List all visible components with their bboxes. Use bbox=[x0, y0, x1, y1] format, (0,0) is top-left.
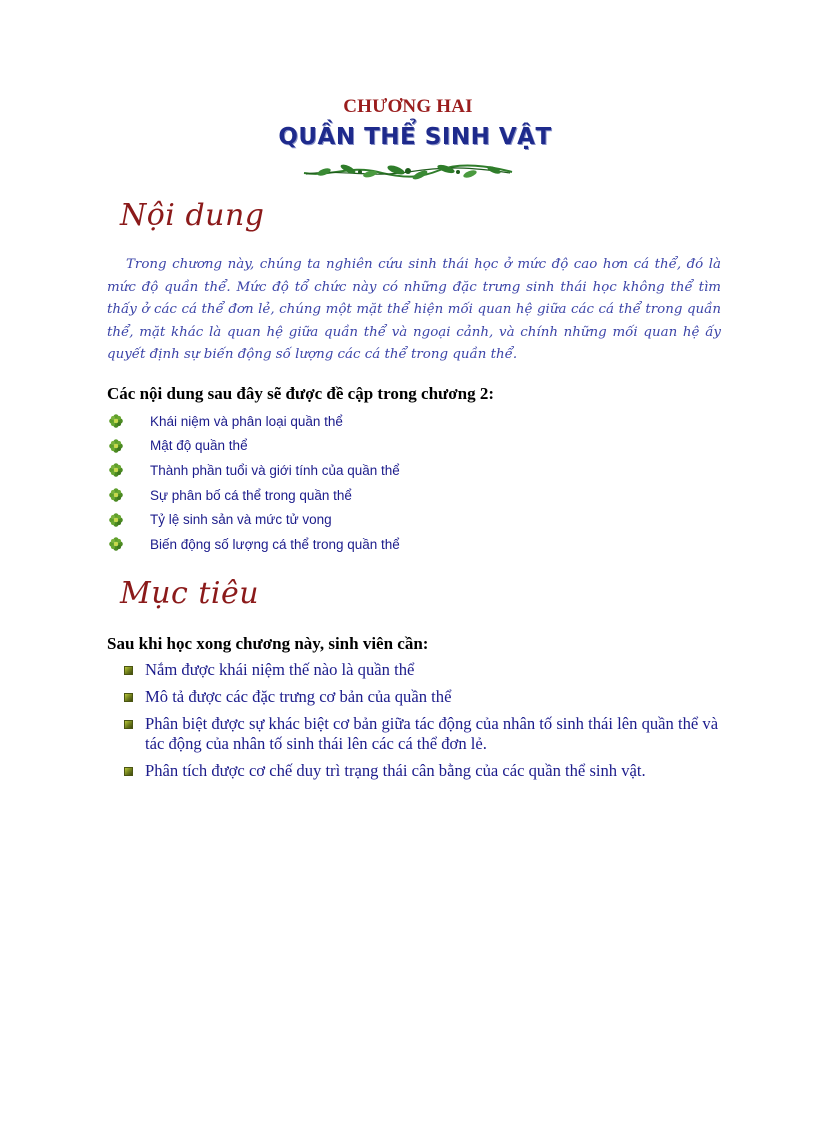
list-item bbox=[124, 761, 724, 781]
content-section-heading: Nội dung bbox=[120, 198, 265, 233]
content-list-heading: Các nội dung sau đây sẽ được đề cập trong chương 2: bbox=[107, 384, 494, 403]
square-bullet-icon bbox=[124, 720, 133, 729]
list-item-text: Phân tích được cơ chế duy trì trạng thái cân bằng của các quần thể sinh vật. bbox=[145, 761, 646, 780]
flower-bullet-icon bbox=[109, 537, 123, 551]
list-item bbox=[109, 507, 400, 532]
list-item-text: Biến động số lượng cá thể trong quần thể bbox=[150, 536, 400, 552]
list-item bbox=[124, 714, 724, 754]
list-item-text: Mật độ quần thể bbox=[150, 438, 248, 454]
list-item-text: Phân biệt được sự khác biệt cơ bản giữa tác động của nhân tố sinh thái lên quần thể và tác động của nhân tố sinh thái lên các cá thể đơn lẻ. bbox=[145, 714, 719, 753]
vine-ornament-icon bbox=[300, 160, 516, 182]
list-item-text: Tỷ lệ sinh sản và mức tử vong bbox=[150, 512, 332, 528]
objectives-list-heading: Sau khi học xong chương này, sinh viên cần: bbox=[107, 634, 429, 653]
list-item bbox=[109, 483, 400, 508]
flower-bullet-icon bbox=[109, 463, 123, 477]
list-item bbox=[109, 434, 400, 459]
list-item-text: Khái niệm và phân loại quần thể bbox=[150, 413, 343, 429]
list-item bbox=[124, 687, 724, 707]
flower-bullet-icon bbox=[109, 488, 123, 502]
flower-bullet-icon bbox=[109, 439, 123, 453]
flower-bullet-icon bbox=[109, 513, 123, 527]
flower-bullet-icon bbox=[109, 414, 123, 428]
chapter-title: QUẦN THỂ SINH VẬT bbox=[278, 124, 552, 150]
objectives-section-heading: Mục tiêu bbox=[120, 576, 260, 611]
square-bullet-icon bbox=[124, 666, 133, 675]
square-bullet-icon bbox=[124, 693, 133, 702]
list-item bbox=[124, 660, 724, 680]
content-list bbox=[109, 409, 400, 557]
list-item bbox=[109, 532, 400, 557]
square-bullet-icon bbox=[124, 767, 133, 776]
list-item-text: Mô tả được các đặc trưng cơ bản của quần thể bbox=[145, 687, 452, 706]
intro-paragraph: Trong chương này, chúng ta nghiên cứu sinh thái học ở mức độ cao hơn cá thể, đó là mức độ quần thể. Mức độ tổ chức này có những đặc trưng sinh thái học không thể tìm thấy ở các cá thể đơn lẻ, chúng một mặt thể hiện mối quan hệ giữa các cá thể trong quần thể, mặt khác là quan hệ giữa quần thể và ngoại cảnh, và chính những mối quan hệ ấy quyết định sự biến động số lượng các cá thể trong quần thể. bbox=[107, 257, 721, 362]
list-item bbox=[109, 458, 400, 483]
list-item-text: Nắm được khái niệm thế nào là quần thể bbox=[145, 660, 415, 679]
list-item-text: Thành phần tuổi và giới tính của quần thể bbox=[150, 462, 400, 478]
objectives-list bbox=[124, 660, 724, 788]
list-item bbox=[109, 409, 400, 434]
list-item-text: Sự phân bố cá thể trong quần thể bbox=[150, 487, 352, 503]
chapter-label: CHƯƠNG HAI bbox=[343, 96, 473, 117]
